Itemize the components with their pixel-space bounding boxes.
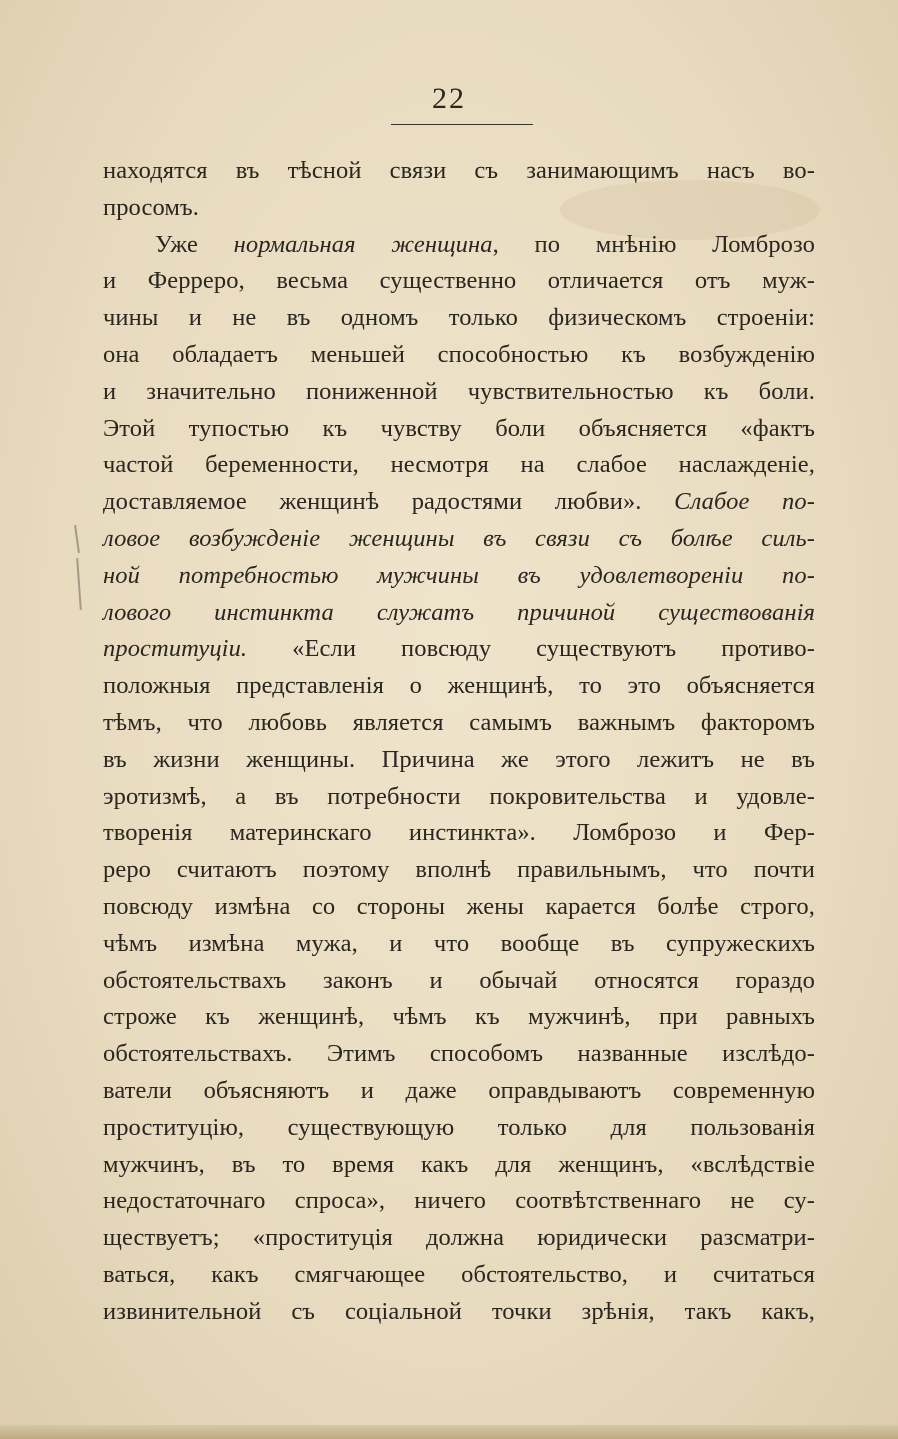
text-run: эротизмѣ, а въ потребности покровительства и удовле- bbox=[103, 782, 815, 810]
text-line bbox=[103, 1147, 815, 1184]
text-run: и значительно пониженной чувствительностью къ боли. bbox=[103, 377, 815, 405]
text-line bbox=[103, 227, 815, 264]
text-line bbox=[103, 558, 815, 595]
text-run: и Ферреро, весьма существенно отличается отъ муж- bbox=[103, 267, 815, 295]
text-line bbox=[103, 484, 815, 521]
text-line bbox=[103, 337, 815, 374]
text-line bbox=[103, 447, 815, 484]
text-line bbox=[103, 852, 815, 889]
text-line bbox=[103, 963, 815, 1000]
italic-text: ловое возбужденіе женщины въ связи съ болѣе силь- bbox=[103, 524, 815, 552]
page-number: 22 bbox=[432, 82, 466, 115]
text-line bbox=[103, 889, 815, 926]
italic-text: Слабое по- bbox=[674, 488, 815, 516]
text-run: въ жизни женщины. Причина же этого лежитъ не въ bbox=[103, 745, 815, 773]
text-run: обстоятельствахъ законъ и обычай относятся гораздо bbox=[103, 966, 815, 994]
text-line bbox=[103, 1257, 815, 1294]
text-run: обстоятельствахъ. Этимъ способомъ названные изслѣдо- bbox=[103, 1040, 815, 1068]
text-line bbox=[103, 1073, 815, 1110]
body-text bbox=[103, 153, 815, 1331]
text-line bbox=[103, 411, 815, 448]
text-run: мужчинъ, въ то время какъ для женщинъ, «вслѣдствіе bbox=[103, 1150, 815, 1178]
text-run: просомъ. bbox=[103, 193, 199, 221]
text-run: чѣмъ измѣна мужа, и что вообще въ супружескихъ bbox=[103, 929, 815, 957]
text-run: «Если повсюду существуютъ противо- bbox=[247, 635, 815, 663]
text-run: Этой тупостью къ чувству боли объясняется «фактъ bbox=[103, 414, 815, 442]
italic-text: ной потребностью мужчины въ удовлетвореніи по- bbox=[103, 561, 815, 589]
text-line bbox=[103, 1294, 815, 1331]
text-run: проституцію, существующую только для пользованія bbox=[103, 1113, 815, 1141]
text-line bbox=[103, 521, 815, 558]
text-run: положныя представленія о женщинѣ, то это объясняется bbox=[103, 672, 815, 700]
margin-pencil-mark bbox=[76, 558, 82, 610]
text-run: частой беременности, несмотря на слабое наслажденіе, bbox=[103, 451, 815, 479]
text-run: ществуетъ; «проституція должна юридически разсматри- bbox=[103, 1224, 815, 1252]
text-run: она обладаетъ меньшей способностью къ возбужденію bbox=[103, 340, 815, 368]
text-line bbox=[103, 1036, 815, 1073]
text-line bbox=[103, 595, 815, 632]
text-line bbox=[103, 999, 815, 1036]
text-line bbox=[103, 300, 815, 337]
text-line bbox=[103, 374, 815, 411]
text-run: тѣмъ, что любовь является самымъ важнымъ факторомъ bbox=[103, 708, 815, 736]
text-run: недостаточнаго спроса», ничего соотвѣтственнаго не су- bbox=[103, 1187, 815, 1215]
text-run: доставляемое женщинѣ радостями любви». bbox=[103, 488, 675, 516]
margin-pencil-mark bbox=[74, 525, 80, 553]
text-run: повсюду измѣна со стороны жены карается болѣе строго, bbox=[103, 892, 815, 920]
header-rule bbox=[391, 124, 533, 125]
text-run: творенія материнскаго инстинкта». Ломброзо и Фер- bbox=[103, 819, 815, 847]
text-line bbox=[103, 705, 815, 742]
text-run: находятся въ тѣсной связи съ занимающимъ насъ во- bbox=[103, 157, 815, 184]
text-run: Уже bbox=[155, 230, 234, 258]
text-run: , по мнѣнію Ломброзо bbox=[492, 230, 816, 258]
text-line bbox=[103, 1220, 815, 1257]
text-line bbox=[103, 815, 815, 852]
text-run: ваться, какъ смягчающее обстоятельство, и считаться bbox=[103, 1260, 815, 1288]
text-run: ватели объясняютъ и даже оправдываютъ современную bbox=[103, 1076, 815, 1104]
text-run: извинительной съ соціальной точки зрѣнія, такъ какъ, bbox=[103, 1297, 815, 1325]
text-line bbox=[103, 1110, 815, 1147]
text-run: строже къ женщинѣ, чѣмъ къ мужчинѣ, при равныхъ bbox=[103, 1003, 815, 1031]
text-line bbox=[103, 631, 815, 668]
italic-text: лового инстинкта служатъ причиной существованія bbox=[103, 598, 815, 626]
text-line bbox=[103, 779, 815, 816]
text-line bbox=[103, 1183, 815, 1220]
text-run: реро считаютъ поэтому вполнѣ правильнымъ, что почти bbox=[103, 856, 815, 884]
text-run: чины и не въ одномъ только физическомъ строеніи: bbox=[103, 304, 815, 332]
page-bottom-edge bbox=[0, 1425, 898, 1439]
text-line bbox=[103, 668, 815, 705]
text-line bbox=[103, 190, 815, 227]
text-line bbox=[103, 153, 815, 190]
text-line bbox=[103, 742, 815, 779]
text-line bbox=[103, 263, 815, 300]
italic-text: нормальная женщина bbox=[233, 230, 493, 258]
italic-text: проституціи. bbox=[103, 635, 248, 663]
text-line bbox=[103, 926, 815, 963]
